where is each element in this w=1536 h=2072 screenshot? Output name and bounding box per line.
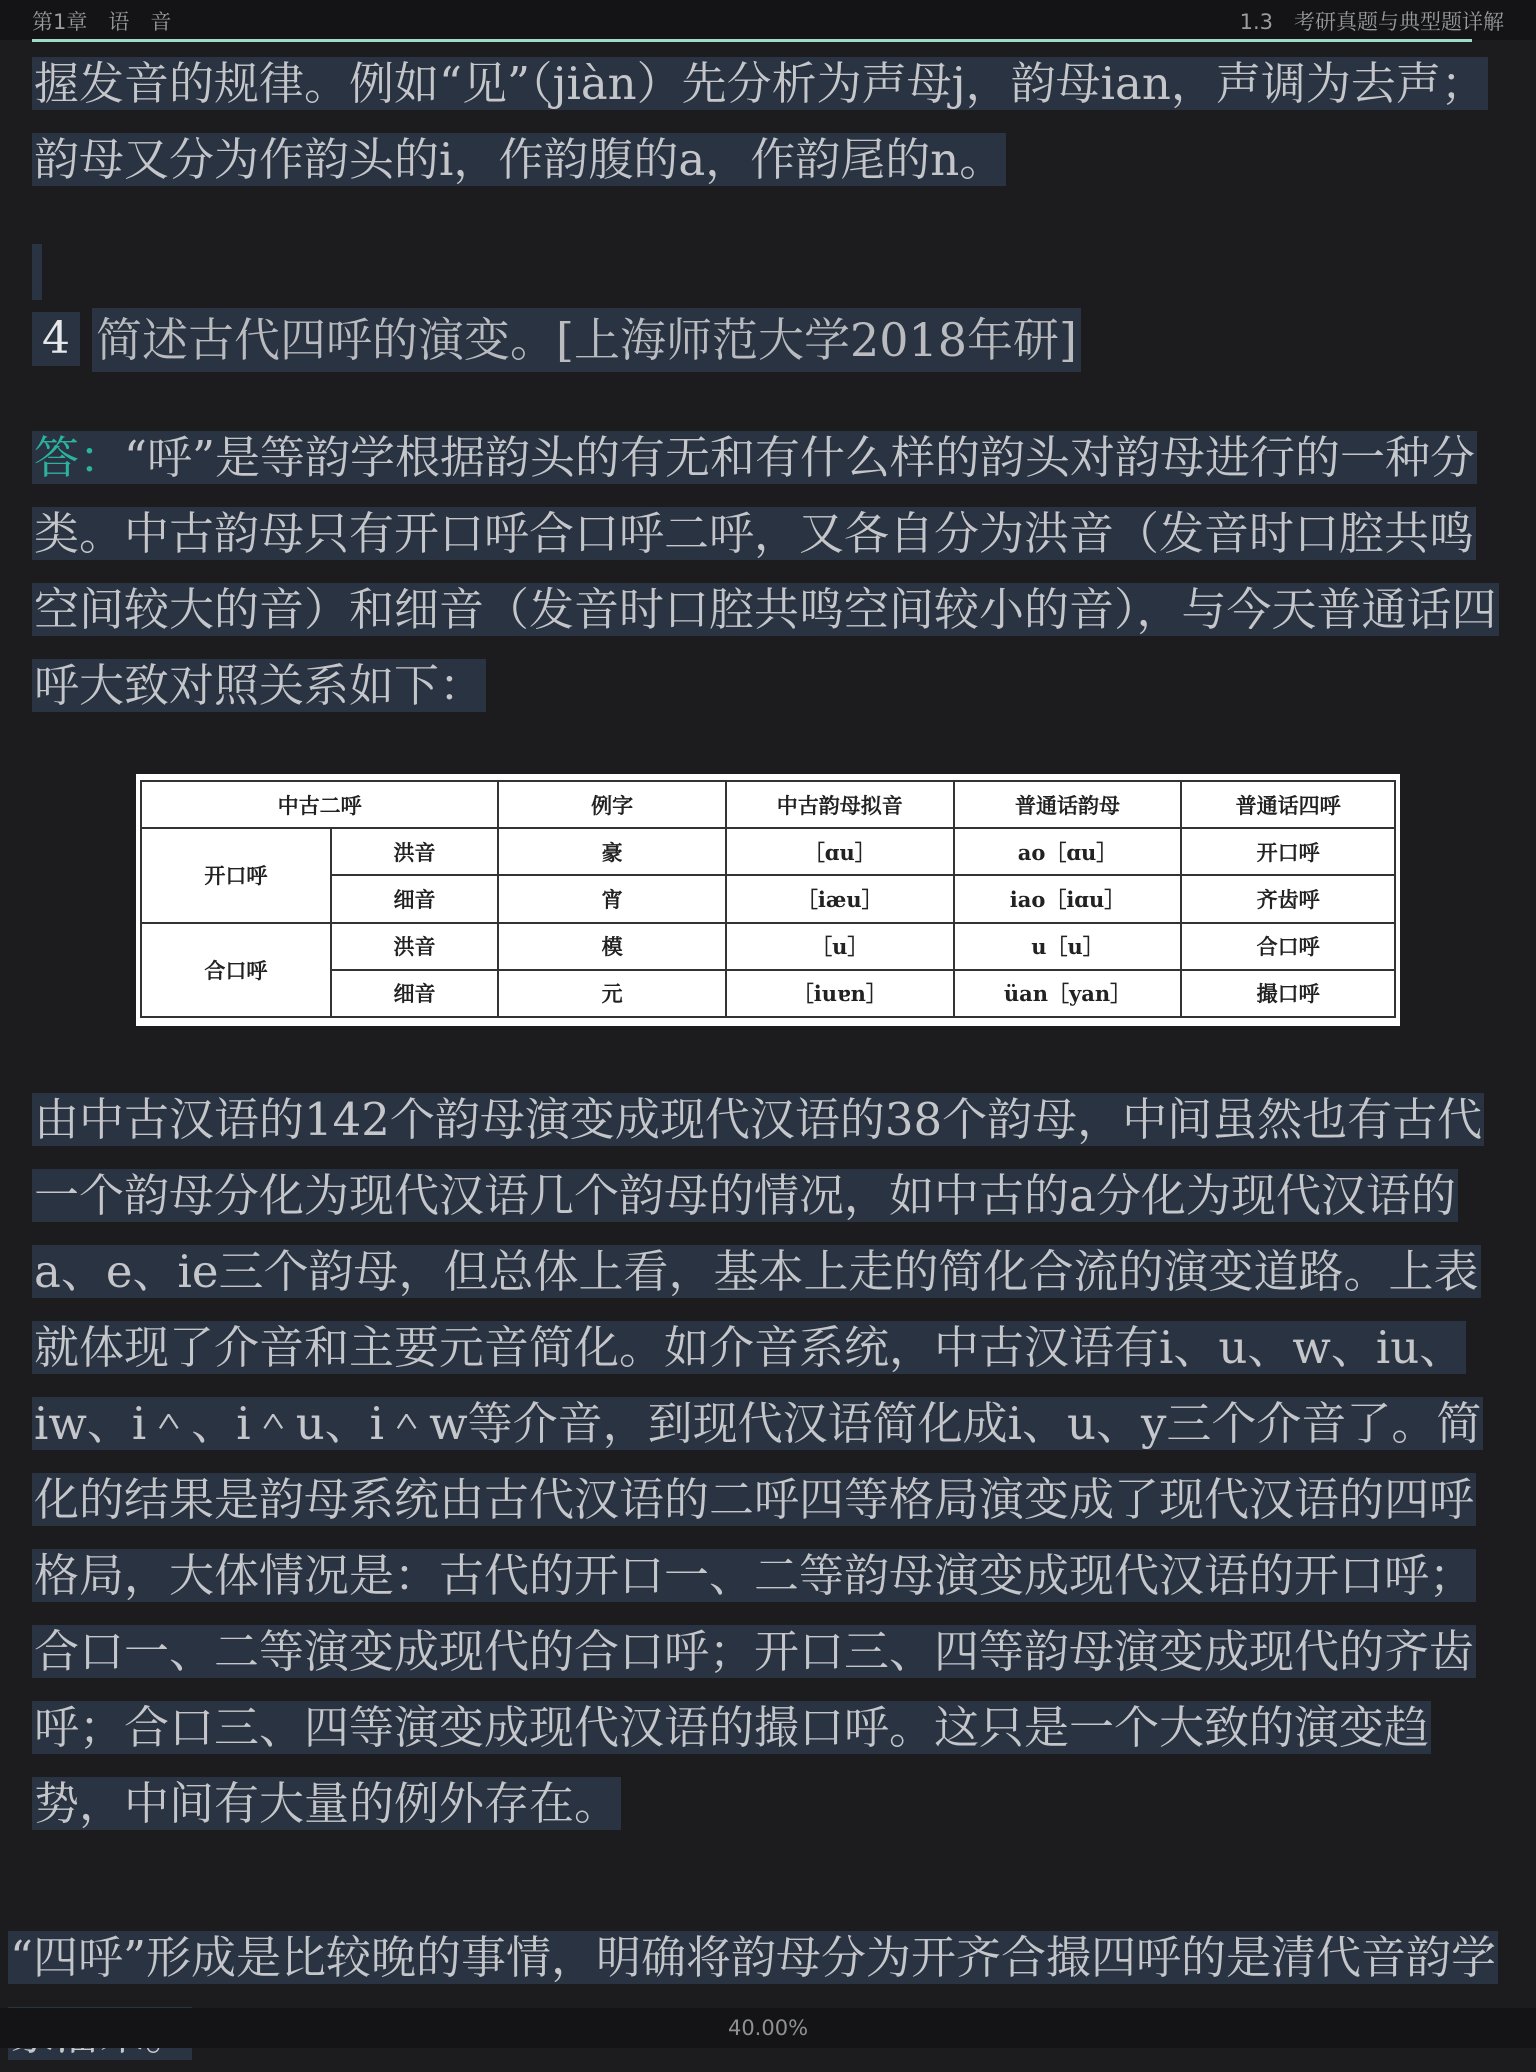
comparison-table-image <box>136 774 1400 1026</box>
answer-label: 答： <box>34 431 125 484</box>
table-cell: 模 <box>498 923 726 970</box>
paragraph-1 <box>32 46 1512 198</box>
table-cell: u［u］ <box>954 923 1182 970</box>
table-cell: 撮口呼 <box>1181 970 1395 1017</box>
paragraph-4 <box>8 1920 1508 2072</box>
table-cell: 洪音 <box>331 828 499 875</box>
table-cell: 开口呼 <box>1181 828 1395 875</box>
reading-progress: 40.00% <box>0 2008 1536 2048</box>
answer-highlight[interactable] <box>32 431 1499 712</box>
paragraph-1-text[interactable]: 握发音的规律。例如“见”（jiàn）先分析为声母j，韵母ian，声调为去声；韵母又分为作韵头的i，作韵腹的a，作韵尾的n。 <box>34 57 1486 186</box>
table-cell: 豪 <box>498 828 726 875</box>
answer-text: “呼”是等韵学根据韵头的有无和有什么样的韵头对韵母进行的一种分类。中古韵母只有开口呼合口呼二呼，又各自分为洪音（发音时口腔共鸣空间较大的音）和细音（发音时口腔共鸣空间较小的音），与今天普通话四呼大致对照关系如下： <box>34 431 1497 712</box>
table-cell: iao［iɑu］ <box>954 875 1182 922</box>
table-cell: 细音 <box>331 875 499 922</box>
question-number: 4 <box>32 312 80 366</box>
paragraph-3-text[interactable]: 由中古汉语的142个韵母演变成现代汉语的38个韵母，中间虽然也有古代一个韵母分化为现代汉语几个韵母的情况，如中古的a分化为现代汉语的a、e、ie三个韵母，但总体上看，基本上走的简化合流的演变道路。上表就体现了介音和主要元音简化。如介音系统，中古汉语有i、u、w、iu、iw、i＾、i＾u、i＾w等介音，到现代汉语简化成i、u、y三个介音了。简化的结果是韵母系统由古代汉语的二呼四等格局演变成了现代汉语的四呼格局，大体情况是：古代的开口一、二等韵母演变成现代汉语的开口呼；合口一、二等演变成现代的合口呼；开口三、四等韵母演变成现代的齐齿呼；合口三、四等演变成现代汉语的撮口呼。这只是一个大致的演变趋势，中间有大量的例外存在。 <box>34 1093 1483 1830</box>
table-cell: ao［ɑu］ <box>954 828 1182 875</box>
answer-paragraph <box>32 420 1512 724</box>
question-text[interactable]: 简述古代四呼的演变。[上海师范大学2018年研] <box>92 308 1081 372</box>
page-content[interactable] <box>0 40 1536 2008</box>
chapter-title: 第1章 语 音 <box>32 10 172 34</box>
paragraph-3 <box>32 1082 1512 1842</box>
table-row <box>141 923 1395 970</box>
table-cell: 齐齿呼 <box>1181 875 1395 922</box>
table-cell: üan［yan］ <box>954 970 1182 1017</box>
table-group-cell: 合口呼 <box>141 923 331 1017</box>
section-title: 1.3 考研真题与典型题详解 <box>1239 10 1504 34</box>
comparison-table <box>140 780 1396 1018</box>
table-cell: 细音 <box>331 970 499 1017</box>
table-header: 例字 <box>498 781 726 828</box>
table-cell: ［iuɐn］ <box>726 970 954 1017</box>
table-header: 普通话四呼 <box>1181 781 1395 828</box>
table-row <box>141 828 1395 875</box>
paragraph-4-text[interactable]: “四呼”形成是比较晚的事情，明确将韵母分为开齐合撮四呼的是清代音韵学 <box>8 1931 1498 2060</box>
table-header-row <box>141 781 1395 828</box>
table-header: 中古韵母拟音 <box>726 781 954 828</box>
table-group-cell: 开口呼 <box>141 828 331 922</box>
table-cell: 合口呼 <box>1181 923 1395 970</box>
table-cell: 元 <box>498 970 726 1017</box>
table-cell: ［ɑu］ <box>726 828 954 875</box>
table-cell: 宵 <box>498 875 726 922</box>
text-cursor <box>32 244 42 300</box>
table-cell: 洪音 <box>331 923 499 970</box>
table-cell: ［u］ <box>726 923 954 970</box>
table-header: 中古二呼 <box>141 781 498 828</box>
table-cell: ［iæu］ <box>726 875 954 922</box>
table-header: 普通话韵母 <box>954 781 1182 828</box>
reader-header <box>0 0 1536 40</box>
